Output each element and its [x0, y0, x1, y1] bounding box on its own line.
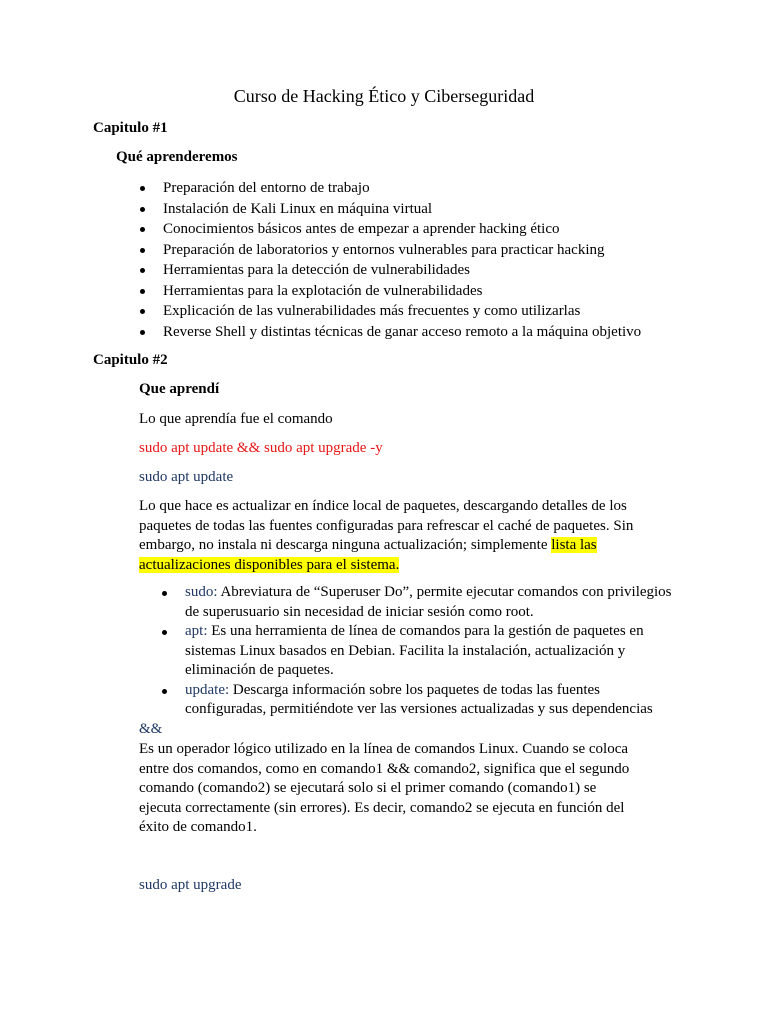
list-item: Preparación de laboratorios y entornos vulnerables para practicar hacking	[140, 240, 641, 261]
list-item: Herramientas para la explotación de vulnerabilidades	[140, 281, 641, 302]
command-full: sudo apt update && sudo apt upgrade -y	[139, 440, 383, 456]
term-text: Descarga información sobre los paquetes de todas las fuentes configuradas, permitiéndote ver las versiones actualizadas y sus dependencias	[185, 681, 653, 717]
chapter-1-list	[140, 178, 641, 342]
list-item: Preparación del entorno de trabajo	[140, 178, 641, 199]
list-item: Herramientas para la detección de vulnerabilidades	[140, 260, 641, 281]
document-title: Curso de Hacking Ético y Ciberseguridad	[233, 86, 535, 106]
update-description	[139, 497, 659, 575]
list-item: Explicación de las vulnerabilidades más frecuentes y como utilizarlas	[140, 301, 641, 322]
term-label: apt:	[185, 623, 208, 639]
operator-description: Es un operador lógico utilizado en la línea de comandos Linux. Cuando se coloca entre dos comandos, como en comando1 && comando2, significa que el segundo comando (comando2) se ejecutará solo si el primer comando (comando1) se ejecuta correctamente (sin errores). Es decir, comando2 se ejecuta en función del éxito de comando1.	[139, 741, 630, 835]
list-item: Instalación de Kali Linux en máquina virtual	[140, 199, 641, 220]
term-label: update:	[185, 681, 230, 698]
term-text: Es una herramienta de línea de comandos para la gestión de paquetes en sistemas Linux basados en Debian. Facilita la instalación, actualización y eliminación de paquetes.	[185, 623, 644, 678]
term-text: Abreviatura de “Superuser Do”, permite ejecutar comandos con privilegios de superusuario sin necesidad de iniciar sesión como root.	[185, 584, 672, 620]
chapter-2-heading: Capitulo #2	[93, 352, 168, 368]
highlighted-text: lista las actualizaciones disponibles para el sistema.	[139, 537, 597, 573]
term-item-apt	[162, 622, 682, 681]
chapter-1-subheading: Qué aprenderemos	[116, 149, 238, 165]
operator-label: &&	[139, 721, 163, 737]
command-update: sudo apt update	[139, 469, 234, 485]
description-text: Lo que hace es actualizar en índice local de paquetes, descargando detalles de los paquetes de todas las fuentes configuradas para refrescar el caché de paquetes. Sin embargo, no instala ni descarga ninguna actualización; simplemente	[139, 498, 634, 553]
list-item: Conocimientos básicos antes de empezar a aprender hacking ético	[140, 219, 641, 240]
chapter-1-heading: Capitulo #1	[93, 120, 168, 136]
term-item-sudo	[162, 583, 682, 622]
terms-list	[162, 583, 682, 720]
command-upgrade: sudo apt upgrade	[139, 877, 242, 893]
term-label: sudo:	[185, 584, 218, 600]
term-item-update	[162, 681, 682, 720]
chapter-2-subheading: Que aprendí	[139, 381, 220, 397]
list-item: Reverse Shell y distintas técnicas de ganar acceso remoto a la máquina objetivo	[140, 322, 641, 343]
intro-text: Lo que aprendía fue el comando	[139, 411, 333, 427]
